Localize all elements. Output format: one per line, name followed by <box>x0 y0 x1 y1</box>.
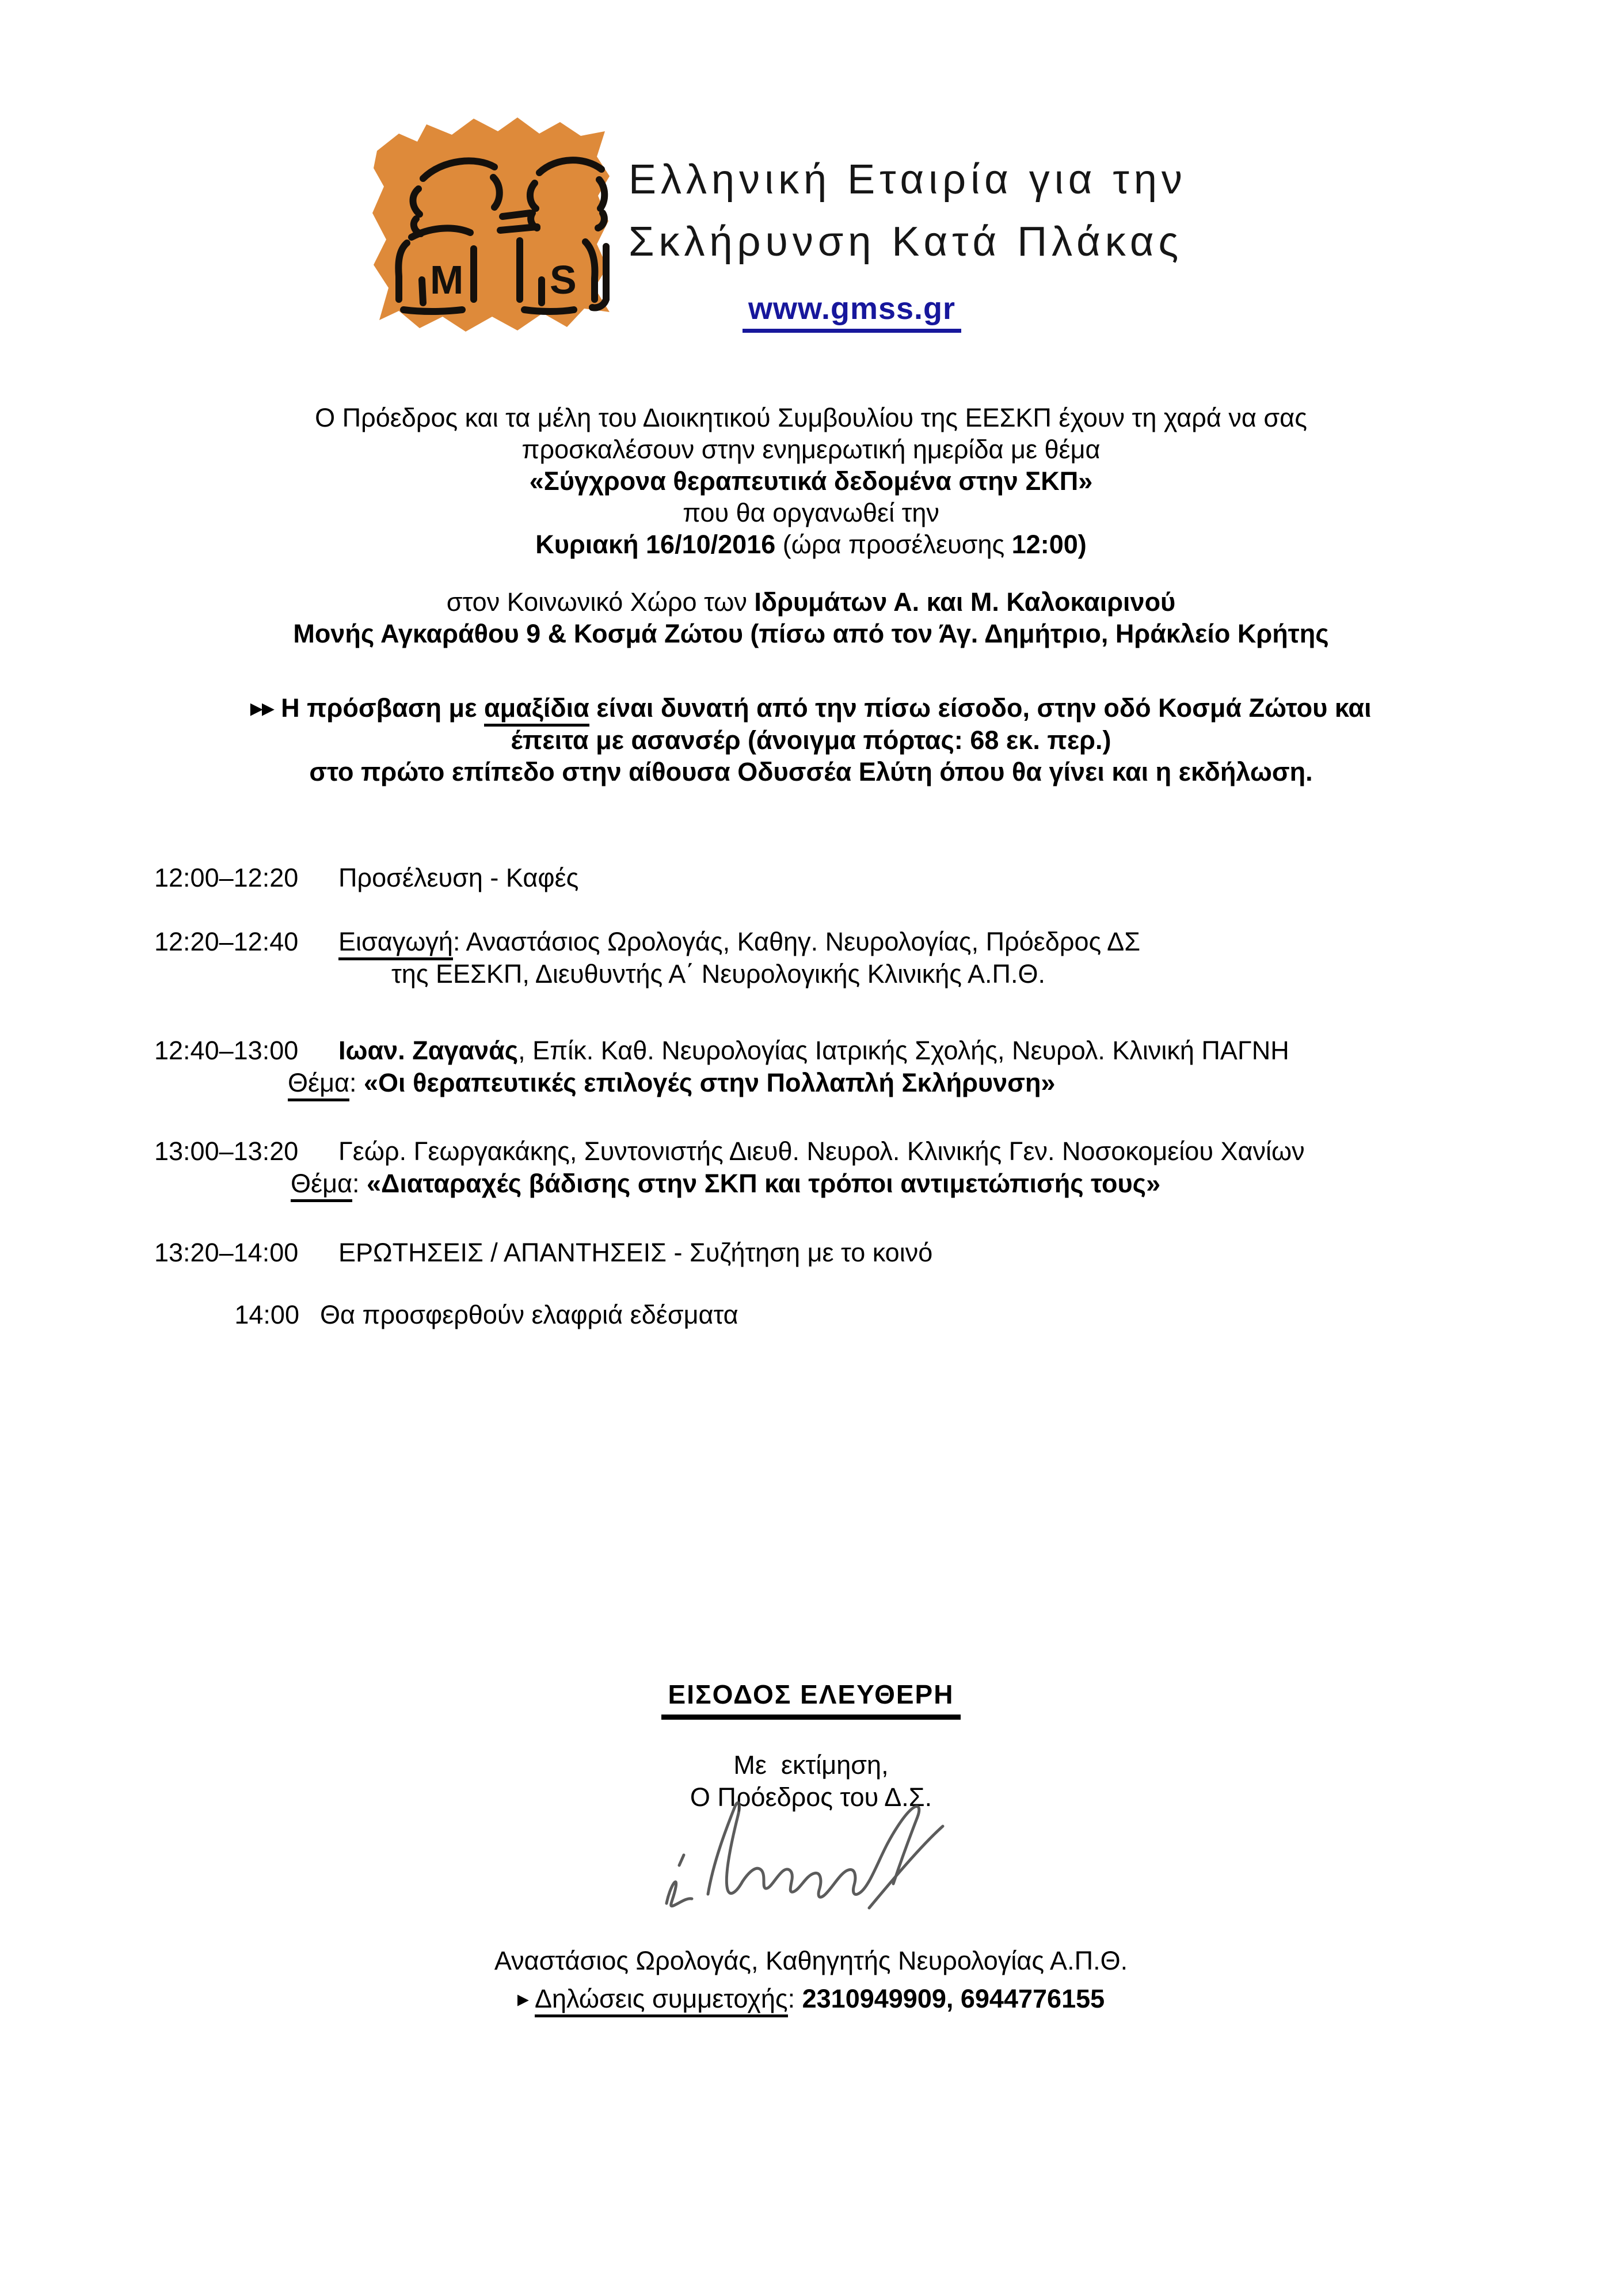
arrival-label: (ώρα προσέλευσης <box>775 530 1012 559</box>
venue-paragraph <box>0 586 1622 649</box>
venue-institution: Ιδρυμάτων Α. και Μ. Καλοκαιρινού <box>754 587 1176 617</box>
schedule-row <box>154 1035 1289 1099</box>
schedule-text: Προσέλευση - Καφές <box>338 863 579 892</box>
registration-label-underlined: Δηλώσεις συμμετοχής <box>535 1984 788 2017</box>
schedule-row-line1 <box>154 926 1140 958</box>
registration-contact-line <box>0 1984 1622 2014</box>
theme-separator: : <box>349 1068 364 1097</box>
talk-title: «Οι θεραπευτικές επιλογές στην Πολλαπλή Σκλήρυνση» <box>364 1068 1056 1097</box>
schedule-text: ΕΡΩΤΗΣΕΙΣ / ΑΠΑΝΤΗΣΕΙΣ - Συζήτηση με το κοινό <box>338 1238 933 1267</box>
schedule-text: , Επίκ. Καθ. Νευρολογίας Ιατρικής Σχολής, Νευρολ. Κλινική ΠΑΓΝΗ <box>518 1036 1289 1065</box>
double-arrow-icon: ▸▸ <box>250 695 274 721</box>
accessibility-note <box>0 692 1622 788</box>
signature-image <box>622 1791 990 1929</box>
talk-title: «Διαταραχές βάδισης στην ΣΚΠ και τρόποι αντιμετώπισής τους» <box>367 1169 1161 1198</box>
schedule-row <box>154 862 578 894</box>
schedule-row-line2 <box>154 1067 1289 1099</box>
schedule-time: 12:40–13:00 <box>154 1036 299 1065</box>
wheelchair-word-underlined: αμαξίδια <box>484 693 589 727</box>
event-date-line <box>0 529 1622 560</box>
event-date: Κυριακή 16/10/2016 <box>535 530 776 559</box>
intro-label-underlined: Εισαγωγή <box>338 927 453 960</box>
schedule-time: 12:00–12:20 <box>154 863 299 892</box>
schedule-row-line1 <box>154 1135 1305 1168</box>
website-link[interactable]: www.gmss.gr <box>743 291 961 333</box>
accessibility-line3: στο πρώτο επίπεδο στην αίθουσα Οδυσσέα Ελύτη όπου θα γίνει και η εκδήλωση. <box>309 757 1313 786</box>
logo-letter-s: S <box>550 257 577 302</box>
venue-line1-prefix: στον Κοινωνικό Χώρο των <box>446 587 755 617</box>
organization-title-line2: Σκλήρυνση Κατά Πλάκας <box>629 219 1183 265</box>
accessibility-line1-part1: Η πρόσβαση με <box>273 693 484 723</box>
contact-separator: : <box>787 1984 802 2013</box>
schedule-row <box>154 1237 932 1269</box>
organization-title <box>629 149 1187 273</box>
phone-numbers: 2310949909, 6944776155 <box>802 1984 1105 2013</box>
signer-name-line: Αναστάσιος Ωρολογάς, Καθηγητής Νευρολογίας Α.Π.Θ. <box>494 1946 1128 1975</box>
schedule-row <box>154 1135 1305 1200</box>
schedule-time: 13:20–14:00 <box>154 1238 299 1267</box>
theme-label-underlined: Θέμα <box>291 1169 352 1202</box>
invitation-line4: που θα οργανωθεί την <box>683 498 939 527</box>
invitation-paragraph <box>0 402 1622 560</box>
invitation-line2: προσκαλέσουν στην ενημερωτική ημερίδα με θέμα <box>521 435 1101 464</box>
schedule-row <box>154 926 1140 990</box>
organization-title-line1: Ελληνική Εταιρία για την <box>629 157 1187 203</box>
accessibility-line1-part2: είναι δυνατή από την πίσω είσοδο, στην οδό Κοσμά Ζώτου και <box>589 693 1372 723</box>
schedule-row-line1 <box>154 1035 1289 1067</box>
schedule-row-line2 <box>154 1168 1305 1200</box>
theme-separator: : <box>352 1169 367 1198</box>
ms-society-logo-graphic <box>367 108 615 341</box>
speaker-name: Ιωαν. Ζαγανάς <box>338 1036 519 1065</box>
schedule-text: Γεώρ. Γεωργακάκης, Συντονιστής Διευθ. Νευρολ. Κλινικής Γεν. Νοσοκομείου Χανίων <box>338 1136 1305 1166</box>
schedule-row-line2: της ΕΕΣΚΠ, Διευθυντής Α΄ Νευρολογικής Κλινικής Α.Π.Θ. <box>391 959 1046 989</box>
accessibility-line1 <box>0 692 1622 724</box>
arrow-icon: ▸ <box>517 1986 529 2012</box>
schedule-time: 14:00 <box>234 1300 299 1329</box>
arrival-time: 12:00) <box>1011 530 1087 559</box>
event-theme-title: «Σύγχρονα θεραπευτικά δεδομένα στην ΣΚΠ» <box>529 466 1093 496</box>
schedule-row <box>154 1299 738 1331</box>
regards-line: Με εκτίμηση, <box>733 1750 889 1780</box>
free-entrance-banner: ΕΙΣΟΔΟΣ ΕΛΕΥΘΕΡΗ <box>661 1679 961 1720</box>
accessibility-line2: έπειτα με ασανσέρ (άνοιγμα πόρτας: 68 εκ. περ.) <box>511 725 1111 755</box>
ms-society-logo <box>367 108 615 341</box>
website-link-row <box>662 291 1042 333</box>
schedule-text: Θα προσφερθούν ελαφριά εδέσματα <box>320 1300 738 1329</box>
venue-address: Μονής Αγκαράθου 9 & Κοσμά Ζώτου (πίσω από τον Άγ. Δημήτριο, Ηράκλείο Κρήτης <box>293 619 1329 648</box>
venue-line1 <box>0 586 1622 618</box>
free-entrance-row <box>0 1679 1622 1720</box>
theme-label-underlined: Θέμα <box>288 1068 349 1101</box>
president-line: Ο Πρόεδρος του Δ.Σ. <box>690 1782 932 1812</box>
schedule-text: : Αναστάσιος Ωρολογάς, Καθηγ. Νευρολογίας, Πρόεδρος ΔΣ <box>452 927 1141 956</box>
schedule-time: 12:20–12:40 <box>154 927 299 956</box>
logo-letter-m: M <box>430 257 464 302</box>
invitation-line1: Ο Πρόεδρος και τα μέλη του Διοικητικού Συμβουλίου της ΕΕΣΚΠ έχουν τη χαρά να σας <box>315 403 1307 432</box>
schedule-time: 13:00–13:20 <box>154 1136 299 1166</box>
